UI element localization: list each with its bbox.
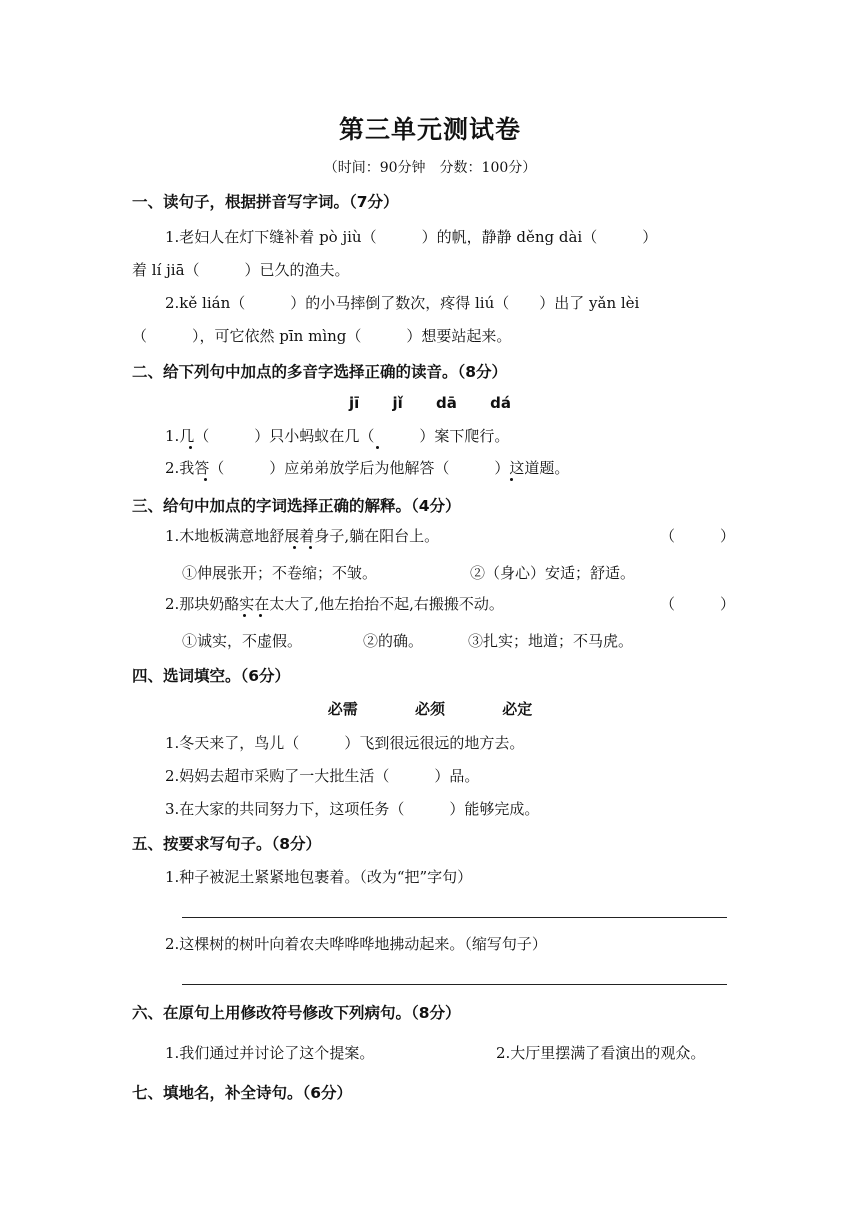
emphasis-dot [309,546,312,549]
section-3-q1-option-a: ①伸展张开；不卷缩；不皱。 [182,564,378,582]
section-4-q1: 1.冬天来了，鸟儿（ ）飞到很远很远的地方去。 [165,734,525,752]
answer-bracket[interactable]: （ ） [660,527,736,545]
emphasis-dot [204,478,207,481]
section-2-q2: 2.我答（ ）应弟弟放学后为他解答（ ）这道题。 [165,459,570,477]
section-4-heading: 四、选词填空。（6分） [132,667,291,685]
emphasis-dot [259,614,262,617]
answer-bracket[interactable]: （ ） [660,595,736,613]
word-choice: 必须 [414,700,445,718]
section-7-heading: 七、填地名，补全诗句。（6分） [132,1084,353,1102]
section-3-heading: 三、给句中加点的字词选择正确的解释。（4分） [132,497,461,515]
section-6-q1: 1.我们通过并讨论了这个提案。 [165,1044,375,1062]
emphasis-dot [376,446,379,449]
pinyin-option: dá [490,394,511,412]
page-subtitle: （时间：90分钟 分数：100分） [323,160,537,176]
section-1-q1-line1: 1.老妇人在灯下缝补着 pò jiù（ ）的帆，静静 děng dài（ ） [165,228,658,246]
pinyin-option: jī [348,394,360,412]
section-3-q2: 2.那块奶酪实在太大了,他左抬抬不起,右搬搬不动。 [165,595,504,613]
section-3-q2-option-c: ③扎实；地道；不马虎。 [468,632,634,650]
section-5-q2: 2.这棵树的树叶向着农夫哗哗哗地拂动起来。（缩写句子） [165,935,547,953]
answer-writing-line[interactable] [182,917,727,918]
section-6-q2: 2.大厅里摆满了看演出的观众。 [496,1044,706,1062]
section-1-q1-line2: 着 lí jiā（ ）已久的渔夫。 [132,261,350,279]
section-1-q2-line2: （ ），可它依然 pīn mìng（ ）想要站起来。 [132,327,512,345]
section-5-q1: 1.种子被泥土紧紧地包裹着。（改为“把”字句） [165,868,473,886]
pinyin-options [0,394,860,412]
section-4-q2: 2.妈妈去超市采购了一大批生活（ ）品。 [165,767,480,785]
section-1-heading: 一、读句子，根据拼音写字词。（7分） [132,193,399,211]
section-3-q2-option-a: ①诚实，不虚假。 [182,632,303,650]
emphasis-dot [189,446,192,449]
page-title: 第三单元测试卷 [338,115,521,144]
section-1-q2-line1: 2.kě lián（ ）的小马摔倒了数次，疼得 liú（ ）出了 yǎn lèi [165,294,640,312]
section-4-q3: 3.在大家的共同努力下，这项任务（ ）能够完成。 [165,800,540,818]
pinyin-option: jǐ [392,394,403,412]
section-2-q1: 1.几（ ）只小蚂蚁在几（ ）案下爬行。 [165,427,510,445]
pinyin-option: dā [436,394,457,412]
section-5-heading: 五、按要求写句子。（8分） [132,835,322,853]
section-2-heading: 二、给下列句中加点的多音字选择正确的读音。（8分） [132,363,508,381]
emphasis-dot [293,546,296,549]
section-3-q1: 1.木地板满意地舒展着身子,躺在阳台上。 [165,527,440,545]
word-choice: 必需 [327,700,358,718]
section-6-heading: 六、在原句上用修改符号修改下列病句。（8分） [132,1004,461,1022]
section-3-q2-option-b: ②的确。 [363,632,424,650]
emphasis-dot [510,478,513,481]
word-choices [0,698,860,719]
emphasis-dot [243,614,246,617]
section-3-q1-option-b: ②（身心）安适；舒适。 [470,564,636,582]
word-choice: 必定 [502,700,533,718]
answer-writing-line[interactable] [182,984,727,985]
